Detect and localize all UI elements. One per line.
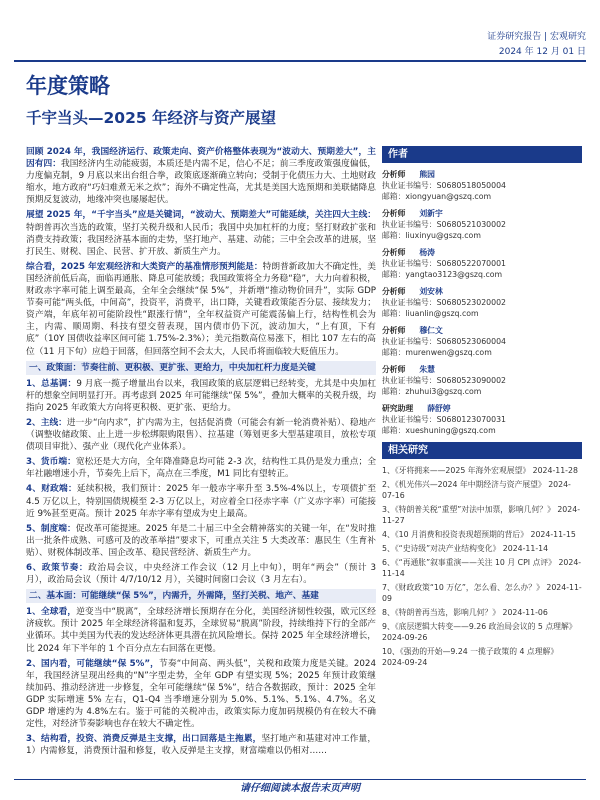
related-report-link[interactable]: 1、《牙将拥来——2025 年海外宏观展望》 2024-11-28 (382, 466, 578, 475)
related-report-link[interactable]: 6、《“再通胀”叙事重演——关注 10 月 CPI 点评》 2024-11-14 (382, 558, 582, 578)
list-item (26, 523, 376, 559)
author-entry (382, 208, 582, 241)
author-entry (382, 403, 582, 436)
item-lead: 1、全球看， (26, 607, 77, 618)
author-entry (382, 364, 582, 397)
item-text: 9 月底一揽子增量出台以来，我国政策的底层逻辑已经转变，尤其是中央加杠杆的想象空间明显打开。再考虑到 2025 年可能继续“保 5%”，叠加大概率的关税升级，均指向 2025 年政策大方向将更积极、更扩张、更给力。 (26, 378, 377, 413)
author-cert: 执业证书编号：S0680521030002 (382, 220, 507, 229)
footer-disclaimer: 请仔细阅读本报告末页声明 (240, 783, 360, 794)
paragraph-text: 我国经济内生动能疲弱，本质还是内需不足，信心不足；前三季度政策强度偏低，力度偏克制，9 月底以来出台组合拳，政策底逐渐确立转向；受制于化债压力大、土地财政缩水，地方政府“巧妇难煮无米之炊”；海外不确定性高，尤其是美国大选预期和美联储降息预期反复波动，地缘冲突也屡屡起伏。 (26, 159, 377, 206)
related-list (382, 465, 582, 668)
page-title: 千宇当头—2025 年经济与资产展望 (26, 109, 277, 127)
related-report-link[interactable]: 5、《“史诗级”对决产业结构变化》 2024-11-14 (382, 544, 549, 553)
paragraph-lead: 展望 2025 年，“千宇当头”应是关键词，“波动大、预期差大”可能延续，关注四大主线： (26, 210, 376, 221)
author-role: 分析师 刘新宇 (382, 209, 443, 218)
item-lead: 4、财政端： (26, 484, 77, 495)
author-cert: 执业证书编号：S0680123070031 (382, 415, 507, 424)
list-item (26, 483, 376, 519)
list-item (26, 658, 376, 731)
paragraph (26, 146, 376, 206)
list-item (26, 606, 376, 654)
list-item (26, 733, 376, 757)
paragraph (26, 209, 376, 257)
item-text: 进一步“向内求”，扩内需为主，包括促消费（可能会有新一轮消费补贴）、稳地产（调整收储政策、止上进一步松绑限购限售）、拉基建（筹划更多大型基建项目，放松专项债项目审批）、强产业（现代化产业体系）。 (26, 417, 376, 453)
author-name: 刘新宇 (419, 209, 443, 218)
author-cert: 执业证书编号：S0680523020002 (382, 298, 507, 307)
paragraph-text: 特朗普再次当选的政策，坚打关税升级和人民币；我国中央加杠杆的力度；坚打财政扩张和消费支持政策；我国经济基本面的走势，坚打地产、基建、动能；三中全会改革的进展，坚打民生、财税、国企、民营、扩开放、新质生产力。 (26, 222, 376, 257)
author-name: 穆仁文 (419, 326, 443, 335)
author-role: 分析师 杨涛 (382, 248, 435, 257)
list-item (26, 456, 376, 480)
item-text: 政治局会议，中央经济工作会议（12 月上中旬），明年“两会”（预计 3 月），政治局会议（预计 4/7/10/12 月），关键时间窗口会议（3 月左右）。 (26, 563, 376, 586)
author-cert: 执业证书编号：S0680523060004 (382, 337, 507, 346)
item-text: 促改革可能提速。2025 年是二十届三中全会精神落实的关键一年，在“发时推出一批条件成熟、可感可及的改革举措”要求下，可重点关注 5 大类改革：惠民生（生育补贴）、财税体制改革、国企改革、稳民营经济、新质生产力。 (26, 523, 377, 558)
item-text: 延续积极，我们预计：2025 年一般赤字率升至 3.5%-4%以上，专项债扩至 4.5 万亿以上，特别国债规模至 2-3 万亿以上，对应着全口径赤字率（广义赤字率）可能接近 9%甚至更高。预计 2025 年赤字率有望成为史上最高。 (26, 484, 377, 519)
item-lead: 2、国内看，可能继续“保 5%”， (26, 658, 160, 669)
report-header (487, 30, 586, 60)
author-name: 熊园 (419, 170, 435, 179)
section-heading: 一、政策面：节奏往前、更积极、更扩张、更给力，中央加杠杆力度是关键 (26, 361, 376, 375)
paragraph-lead: 综合看，2025 年宏观经济和大类资产的基准情形预判能是： (26, 261, 263, 272)
paragraph-text: 特朗普新政加大不确定性，美国经济前低后高，面临再通胀、降息可能放缓；我国政策将全力务稳“稳”，大力向着积极，财政赤字率可能上调至最高，全年全会继续“保 5%”，并新增“推动物价回升”，实际 GDP 节奏可能“两头低，中间高”，投资平，消费平，出口降，关键看政策能否分层、接续发力；资产端，年底年初可能阶段性“跟涨行情”，全年权益资产可能震荡偏上行，结构性机会为主，内需、顺周期、科技有望交替表现，国内债市仍下沉，波动加大，“上有顶，下有底”（10Y 国债收益率区间可能 1.75%-2.3%）；美元指数高位易涨下，相比 107 左右的高位（11 月下旬）应趋于回落，但回落空间不会太大，人民币将面临较大贬值压力。 (26, 261, 376, 357)
related-report-link[interactable]: 3、《特朗普关税“重塑”对法中加票，影响几何？》 2024-11-27 (382, 505, 581, 525)
author-name: 杨涛 (419, 248, 435, 257)
author-email[interactable]: 邮箱：yangtao3123@gszq.com (382, 270, 503, 279)
author-entry (382, 169, 582, 202)
report-category: 证券研究报告 | 宏观研究 (487, 32, 586, 42)
author-role: 研究助理 薛舒婷 (382, 404, 451, 413)
author-email[interactable]: 邮箱：xiongyuan@gszq.com (382, 192, 492, 201)
authors-list (382, 169, 582, 436)
item-lead: 6、政策节奏： (26, 563, 89, 573)
item-lead: 3、货币端： (26, 457, 76, 468)
item-lead: 5、制度端： (26, 523, 76, 534)
author-email[interactable]: 邮箱：xueshuning@gszq.com (382, 426, 496, 435)
author-email[interactable]: 邮箱：zhuhui3@gszq.com (382, 387, 482, 396)
item-lead: 1、总基调： (26, 378, 77, 389)
report-date: 2024 年 12 月 01 日 (498, 47, 586, 57)
paragraph (26, 261, 376, 358)
item-lead: 3、结构看，投资、消费反弹是主支撑，出口回落是主拖累， (26, 734, 262, 745)
author-cert: 执业证书编号：S0680522070001 (382, 259, 507, 268)
related-report-link[interactable]: 4、《10 月消费和投资表现超预期的背后》 2024-11-15 (382, 530, 576, 539)
related-report-link[interactable]: 10、《强劲的开始—9.24 一揽子政策的 4 点理解》 2024-09-24 (382, 647, 559, 667)
author-name: 刘安林 (419, 287, 443, 296)
section-heading: 二、基本面：可能继续“保 5%”，内需升，外需降，坚打关税、地产、基建 (26, 589, 376, 603)
author-role: 分析师 熊园 (382, 170, 435, 179)
related-report-link[interactable]: 9、《底层逻辑大转变——9.26 政治局会议的 5 点理解》 2024-09-26 (382, 622, 577, 642)
author-role: 分析师 穆仁文 (382, 326, 443, 335)
author-entry (382, 325, 582, 358)
item-text: 节奏“中间高、两头低”，关税和政策力度是关键。2024 年，我国经济呈现出经典的“N”字型走势，全年 GDP 有望实现 5%；2025 年预计政策继续加码、推动经济进一步修复，全年可能继续“保 5%”，结合各数据政，预计：2025 全年 GDP 实际增速 5% 左右，Q1-Q4 当季增速分别为 5.0%、5.1%、5.1%、4.7%。名义 GDP 增速约为 4.8%左右。鉴于可能的关税冲击，政策实际力度加码规模仍有在较大不确定性，对经济节奏影响也存在较大不确定性。 (26, 658, 376, 730)
authors-heading: 作者 (382, 146, 582, 163)
author-cert: 执业证书编号：S0680518050004 (382, 181, 507, 190)
author-email[interactable]: 邮箱：murenwen@gszq.com (382, 348, 492, 357)
list-item (26, 562, 376, 586)
item-text: 逆变当中“脱离”，全球经济增长预期存在分化，美国经济韧性较强，欧元区经济疲软。预计 2025 年全球经济将温和复苏，全球贸易“脱离”阶段，持续维持下行的全部产业循环。其中美国为代表的发达经济体更具潜在抗风险增长。保持 2025 年全球经济增长，比 2024 年下半年的 1 个百分点左右回落在更慢。 (26, 607, 376, 654)
report-body (26, 146, 376, 760)
author-name: 朱慧 (419, 365, 435, 374)
company-logo (16, 8, 186, 48)
sidebar (382, 146, 582, 671)
header-divider (14, 60, 586, 62)
list-item (26, 378, 376, 414)
doc-type: 年度策略 (26, 74, 110, 98)
item-text: 宽松还是大方向，全年降准降息均可能 2-3 次，结构性工具仍是发力重点；全年社融增速小升，节奏先上后下，高点在三季度，M1 同比有望转正。 (26, 457, 377, 480)
author-email[interactable]: 邮箱：liuxinyu@gszq.com (382, 231, 481, 240)
list-item (26, 417, 376, 453)
author-entry (382, 286, 582, 319)
item-text: 坚打地产和基建对冲工作量，1）内需修复，消费预计温和修复，收入反弹是主支撑，财富端难以仍相对…… (26, 734, 377, 757)
author-cert: 执业证书编号：S0680523090002 (382, 376, 507, 385)
author-name: 薛舒婷 (427, 404, 451, 413)
paragraph-lead: 回顾 2024 年，我国经济运行、政策走向、资产价格整体表现为“波动大、预期差大”，主因有四： (26, 147, 376, 170)
author-role: 分析师 朱慧 (382, 365, 435, 374)
related-report-link[interactable]: 2、《机光伟兴—2024 年中期经济与资产展望》 2024-07-16 (382, 480, 571, 500)
author-entry (382, 247, 582, 280)
related-heading: 相关研究 (382, 442, 582, 459)
author-email[interactable]: 邮箱：liuanlin@gszq.com (382, 309, 479, 318)
related-report-link[interactable]: 8、《特朗普再当选，影响几何？》 2024-11-06 (382, 608, 548, 617)
author-role: 分析师 刘安林 (382, 287, 443, 296)
item-lead: 2、主线： (26, 417, 67, 428)
related-report-link[interactable]: 7、《财政政策“10 万亿”，怎么看、怎么办？》 2024-11-09 (382, 583, 582, 603)
